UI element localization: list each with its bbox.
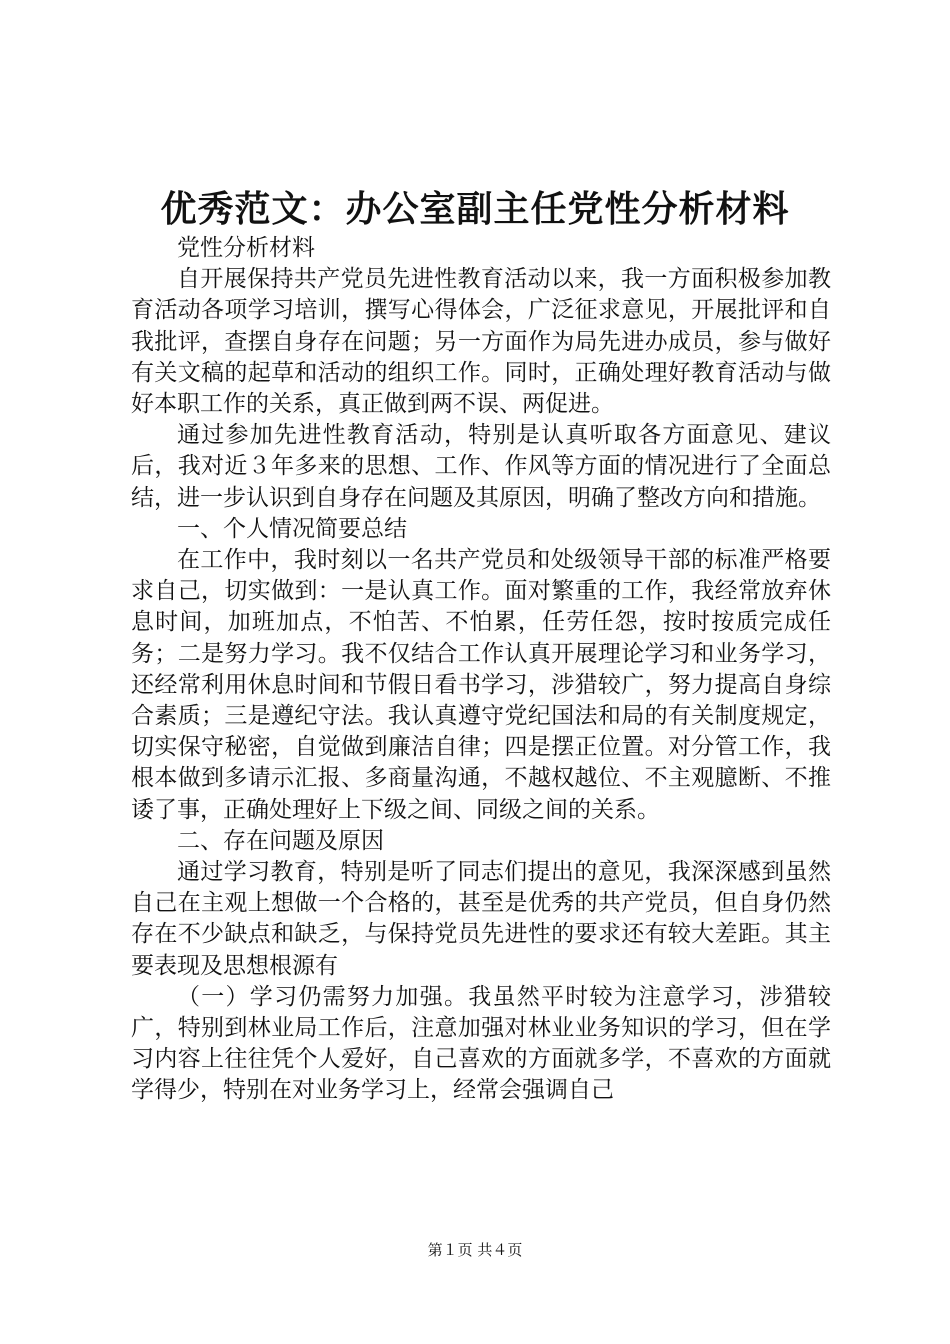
- paragraph: （一）学习仍需努力加强。我虽然平时较为注意学习，涉猎较广，特别到林业局工作后，注意加强对林业业务知识的学习，但在学习内容上往往凭个人爱好，自己喜欢的方面就多学，不喜欢的方面就学得少，特别在对业务学习上，经常会强调自己: [131, 983, 831, 1104]
- paragraph-subtitle: 党性分析材料: [177, 235, 315, 261]
- document-body: [131, 233, 831, 1107]
- paragraph: 通过学习教育，特别是听了同志们提出的意见，我深深感到虽然自己在主观上想做一个合格的，甚至是优秀的共产党员，但自身仍然存在不少缺点和缺乏，与保持党员先进性的要求还有较大差距。其主要表现及思想根源有: [131, 859, 831, 979]
- document-title: 优秀范文：办公室副主任党性分析材料: [160, 188, 790, 230]
- paragraph: 通过参加先进性教育活动，特别是认真听取各方面意见、建议后，我对近３年多来的思想、工作、作风等方面的情况进行了全面总结，进一步认识到自身存在问题及其原因，明确了整改方向和措施。: [131, 422, 831, 511]
- paragraph: 在工作中，我时刻以一名共产党员和处级领导干部的标准严格要求自己，切实做到：一是认真工作。面对繁重的工作，我经常放弃休息时间，加班加点，不怕苦、不怕累，任劳任怨，按时按质完成任务；二是努力学习。我不仅结合工作认真开展理论学习和业务学习，还经常利用休息时间和节假日看书学习，涉猎较广，努力提高自身综合素质；三是遵纪守法。我认真遵守党纪国法和局的有关制度规定，切实保守秘密，自觉做到廉洁自律；四是摆正位置。对分管工作，我根本做到多请示汇报、多商量沟通，不越权越位、不主观臆断、不推诿了事，正确处理好上下级之间、同级之间的关系。: [131, 547, 831, 823]
- section-heading: 一、个人情况简要总结: [177, 515, 407, 542]
- section-heading: 二、存在问题及原因: [177, 827, 384, 854]
- page-footer: 第１页 共４页: [427, 1241, 523, 1259]
- paragraph: 自开展保持共产党员先进性教育活动以来，我一方面积极参加教育活动各项学习培训，撰写心得体会，广泛征求意见，开展批评和自我批评，查摆自身存在问题；另一方面作为局先进办成员，参与做好有关文稿的起草和活动的组织工作。同时，正确处理好教育活动与做好本职工作的关系，真正做到两不误、两促进。: [131, 266, 831, 418]
